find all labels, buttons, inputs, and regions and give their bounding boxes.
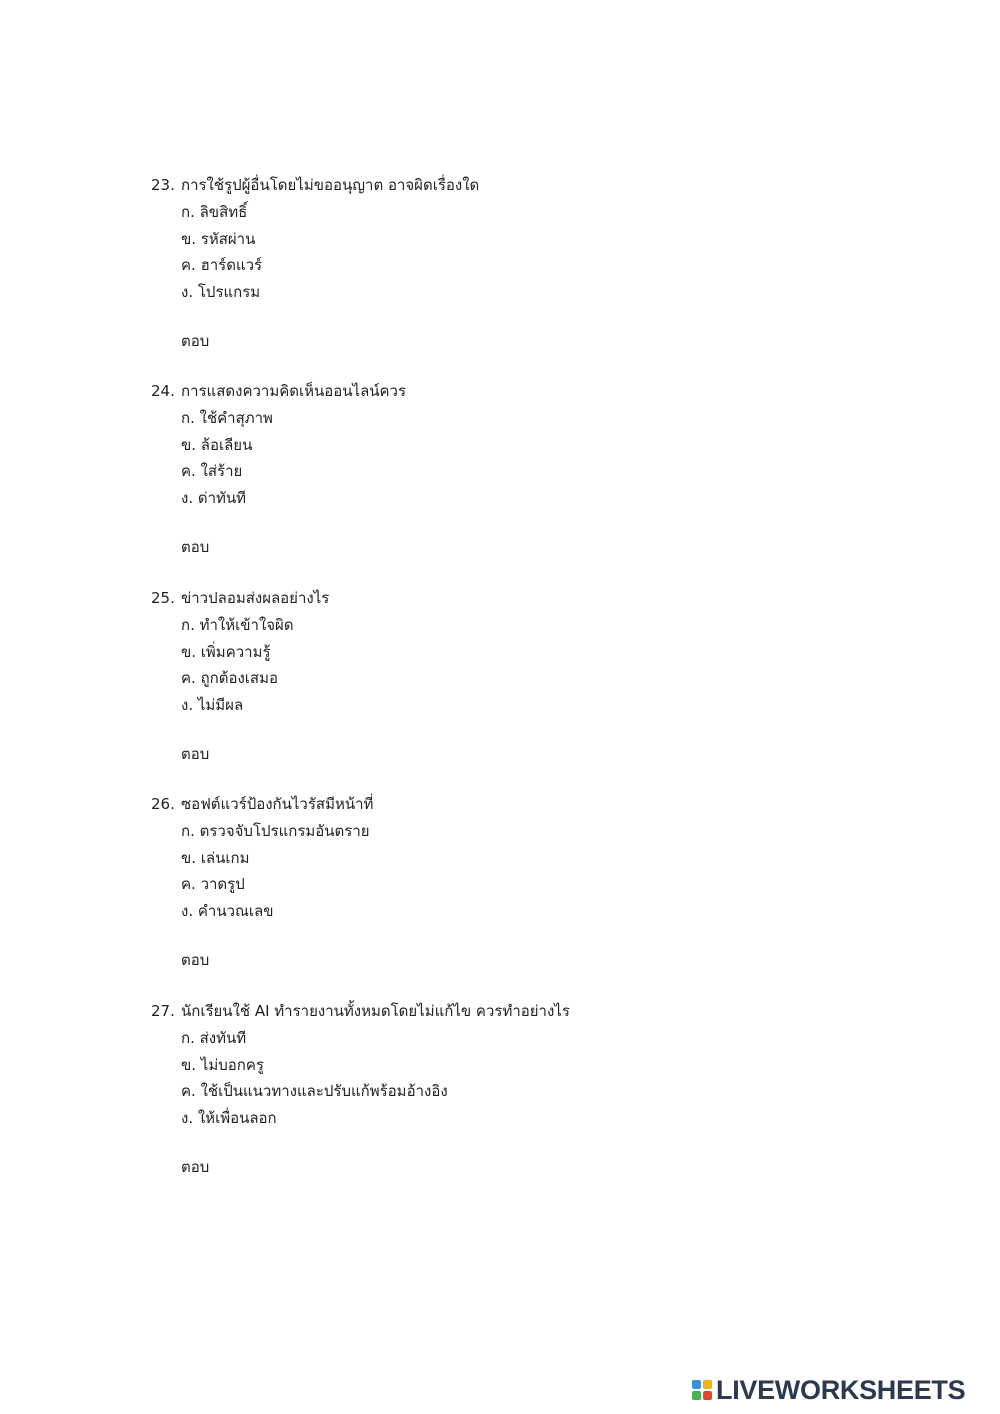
- answer-row: [151, 947, 751, 974]
- choice-option: ค. ถูกต้องเสมอ: [181, 669, 278, 688]
- logo-square-icon: [692, 1380, 701, 1389]
- answer-input[interactable]: [222, 534, 522, 556]
- choice-option: ก. ลิขสิทธิ์: [181, 203, 248, 221]
- liveworksheets-logo: [692, 1373, 965, 1407]
- answer-row: [151, 534, 751, 561]
- choice-list: [151, 405, 751, 511]
- choice-option: ข. เพิ่มความรู้: [181, 642, 271, 661]
- choice-option: ข. ไม่บอกครู: [181, 1055, 264, 1074]
- question-23: [151, 172, 751, 355]
- question-number: 26.: [151, 795, 175, 813]
- question-26: [151, 791, 751, 974]
- answer-row: [151, 328, 751, 355]
- choice-list: [151, 612, 751, 718]
- choice-option: ง. ด่าทันที: [181, 488, 247, 507]
- question-text: ข่าวปลอมส่งผลอย่างไร: [181, 589, 330, 607]
- question-text: นักเรียนใช้ AI ทำรายงานทั้งหมดโดยไม่แก้ไข ควรทำอย่างไร: [181, 1002, 570, 1020]
- answer-label: ตอบ: [181, 1158, 210, 1177]
- choice-option: ข. รหัสผ่าน: [181, 229, 256, 248]
- answer-row: [151, 741, 751, 768]
- choice-option: ก. ทำให้เข้าใจผิด: [181, 616, 294, 634]
- choice-list: [151, 199, 751, 305]
- choice-option: ง. ไม่มีผล: [181, 695, 244, 714]
- answer-row: [151, 1154, 751, 1181]
- question-stem: [151, 585, 751, 612]
- choice-option: ข. เล่นเกม: [181, 848, 250, 867]
- answer-input[interactable]: [222, 1154, 522, 1176]
- question-text: ซอฟต์แวร์ป้องกันไวรัสมีหน้าที่: [181, 795, 374, 813]
- answer-input[interactable]: [222, 741, 522, 763]
- question-number: 23.: [151, 176, 175, 194]
- answer-label: ตอบ: [181, 745, 210, 764]
- logo-square-icon: [703, 1391, 712, 1400]
- question-24: [151, 378, 751, 561]
- question-stem: [151, 791, 751, 818]
- choice-option: ค. ใส่ร้าย: [181, 462, 243, 481]
- question-number: 27.: [151, 1002, 175, 1020]
- question-text: การแสดงความคิดเห็นออนไลน์ควร: [181, 382, 407, 400]
- choice-option: ก. ตรวจจับโปรแกรมอันตราย: [181, 822, 370, 840]
- question-stem: [151, 172, 751, 199]
- logo-square-icon: [703, 1380, 712, 1389]
- question-number: 24.: [151, 382, 175, 400]
- question-stem: [151, 378, 751, 405]
- choice-option: ค. ใช้เป็นแนวทางและปรับแก้พร้อมอ้างอิง: [181, 1082, 448, 1101]
- question-text: การใช้รูปผู้อื่นโดยไม่ขออนุญาต อาจผิดเรื่องใด: [181, 176, 480, 194]
- logo-mark-icon: [692, 1380, 712, 1400]
- choice-option: ง. โปรแกรม: [181, 282, 261, 301]
- question-number: 25.: [151, 589, 175, 607]
- choice-option: ง. ให้เพื่อนลอก: [181, 1108, 277, 1127]
- answer-label: ตอบ: [181, 538, 210, 557]
- choice-list: [151, 1025, 751, 1131]
- logo-text: LIVEWORKSHEETS: [716, 1374, 966, 1405]
- choice-option: ง. คำนวณเลข: [181, 901, 274, 920]
- question-25: [151, 585, 751, 768]
- choice-option: ข. ล้อเลียน: [181, 435, 253, 454]
- answer-label: ตอบ: [181, 951, 210, 970]
- choice-option: ค. ฮาร์ดแวร์: [181, 256, 263, 275]
- answer-label: ตอบ: [181, 332, 210, 351]
- answer-input[interactable]: [222, 328, 522, 350]
- logo-square-icon: [692, 1391, 701, 1400]
- question-27: [151, 998, 751, 1181]
- answer-input[interactable]: [222, 947, 522, 969]
- choice-option: ก. ใช้คำสุภาพ: [181, 409, 273, 427]
- choice-option: ก. ส่งทันที: [181, 1029, 247, 1047]
- choice-list: [151, 818, 751, 924]
- question-stem: [151, 998, 751, 1025]
- choice-option: ค. วาดรูป: [181, 875, 245, 894]
